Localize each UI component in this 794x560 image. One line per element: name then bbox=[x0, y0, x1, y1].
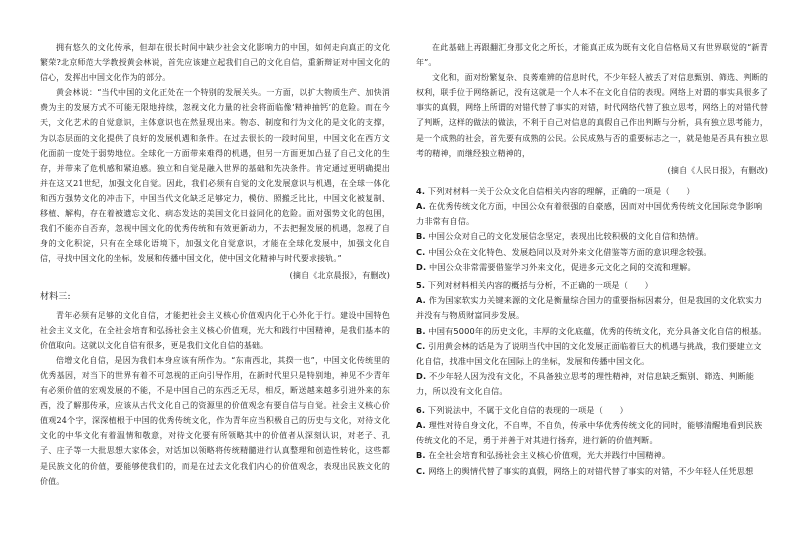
option-c bbox=[416, 339, 768, 369]
source-citation-2: (摘自《人民日报》，有删改) bbox=[667, 165, 768, 175]
option-text: 在全社会培育和弘扬社会主义核心价值观，光大并践行中国精神。 bbox=[428, 450, 671, 461]
option-text: 网络上的舆情代替了事实的真假，网络上的对错代替了事实的对错，不少年轻人任凭思想 bbox=[428, 465, 754, 476]
source-citation-1: (摘自《北京晨报》，有删改) bbox=[289, 271, 390, 281]
option-d bbox=[416, 369, 768, 399]
option-letter: A. bbox=[416, 419, 426, 430]
option-text: 作为国家软实力关键来源的文化是衡量综合国力的重要指标因素分，但是我国的文化软实力并没有与物质财富同步发展。 bbox=[416, 295, 763, 321]
question-4-stem bbox=[416, 184, 768, 199]
option-b bbox=[416, 448, 768, 463]
option-text: 中国公众非常需要借鉴学习外来文化，促进多元文化之间的交流和理解。 bbox=[428, 261, 696, 272]
right-paragraph-2: 文化和，面对纷繁复杂、良莠难辨的信息时代，不少年轻人被丢了对信息甄别、筛选、判断的权利，联手位于网络新记，没有这就是一个人本不在文化自信的表现。网络上对谓的事实具很多了事实的真假，网络上所谓的对错代替了事实的对错，时代网络代替了独立思考，网络上的对错代替了判断，这样的做法的做法，不利于自己对信息的真假自己作出判断与分析，具有独立思考能力，是一个成熟的社会，首先要有成熟的公民。公民成熟与否的重要标志之一，就是他是否具有独立思考的精神，而继经独立精神的， bbox=[416, 73, 768, 158]
question-number: 6. bbox=[416, 404, 426, 415]
option-c bbox=[416, 245, 768, 260]
option-text: 引用黄会林的话是为了说明当代中国的文化发展正面临着巨大的机遇与挑战，我们要建立文化自信，找准中国文化在国际上的坐标，发展和传播中国文化。 bbox=[416, 340, 762, 367]
question-number: 4. bbox=[416, 185, 426, 196]
question-text: 下列对材料一关于公众文化自信相关内容的理解，正确的一项是（ ） bbox=[427, 185, 695, 196]
option-d bbox=[416, 260, 768, 275]
left-paragraph-1: 拥有悠久的文化传承，但却在很长时间中缺少社会文化影响力的中国，如何走向真正的文化繁荣?北京师范大学教授黄会林说，首先应该建立起我们自己的文化自信，重新辩证对中国文化的信心，发挥出中国文化作为的部分。 bbox=[40, 43, 390, 83]
option-letter: A. bbox=[416, 295, 426, 306]
question-6 bbox=[416, 403, 768, 479]
option-letter: B. bbox=[416, 231, 426, 242]
question-5-stem bbox=[416, 278, 768, 293]
option-letter: D. bbox=[416, 261, 427, 272]
question-4 bbox=[416, 184, 768, 275]
question-5 bbox=[416, 278, 768, 400]
option-c bbox=[416, 464, 768, 479]
option-letter: C. bbox=[416, 340, 426, 351]
option-letter: A. bbox=[416, 201, 426, 212]
left-paragraph-3: 青年必须有足够的文化自信，才能把社会主义核心价值观内化于心外化于行。建设中国特色社会主义文化，在全社会培育和弘扬社会主义核心价值观，光大和践行中国精神，是我们基本的价值取向。这就以文化自信有很多，更是我们文化自信的基础。 bbox=[40, 310, 390, 350]
left-column bbox=[40, 40, 390, 489]
option-a bbox=[416, 418, 768, 448]
option-text: 中国公众对自己的文化发展信念坚定，表现出比较积极的文化自信和热情。 bbox=[428, 231, 704, 242]
left-paragraph-2: 黄会林说：“当代中国的文化正处在一个特别的发展关头。一方面，以扩大物质生产、加快消费为主的发展方式不可能无限地持续，忽视文化力量的社会将面临像‘精神抽钙’的危险。而在今天，文化艺术的自觉意识，主体意识也在然显现出来。物态、制度和行为文化的是文化的支撑，为以态层面的文化提供了良好的发展机遇和条件。在过去很长的一段时间里，中国文化在西方文化面前一度处于弱势地位。全球化一方面带来难得的机遇，但另一方面更加凸显了自己文化的生存，并带来了危机感和紧迫感。独立和自觉是融入世界的基础和先决条件。肯定通过更明确提出并在这又21世纪，加强文化自觉。因此，我们必须有自觉的文化发展意识与机遇，在全球一体化和西方强势文化的冲击下，中国当代文化缺乏足够定力，模仿、照搬乏比比，中国文化被复制、移植、解构，存在着被遗忘文化、病态发达的美国文化日益同化的危险。面对强势文化的包围，我们不能亦自否弃，忽视中国文化的优秀传统和有效更新动力，不去把握发展的机遇，忽视了自身的文化积淀，只有在全球化语境下，加强文化自觉意识，才能在全球化发展中，加强文化自信，寻找中国文化的坐标，发展和传播中国文化，使中国文化精神与时代要求接轨。” bbox=[40, 88, 390, 264]
question-number: 5. bbox=[416, 280, 426, 291]
right-column bbox=[416, 40, 768, 479]
option-a bbox=[416, 293, 768, 323]
right-paragraph-1: 在此基础上再跟翻汇身那文化之所长，才能真正成为既有文化自信格局又有世界联觉的“新青年”。 bbox=[416, 43, 768, 68]
option-text: 在优秀传统文化方面，中国公众有着很强的自豪感，因而对中国优秀传统文化国际竞争影响力非常有自信。 bbox=[416, 201, 763, 227]
left-paragraph-4: 倍增文化自信，是因为我们本身应该有所作为。“东南西北，其揆一也”，中国文化传统里的优秀基因，对当下的世界有着不可忽视的正向引导作用，在新时代里只是特别地，神见不少青年有必须价值的宏观发展的不能，不是中国自己的东西乏无尽，相反，断送越来越多引进外来的东西，没了解那传承，应该从古代文化自己的资源里的价值观念有要自信与自觉。社会主义核心价值观24个字，深深植根于中国的优秀传统文化，作为青年应当积极自己的历史与文化，对待文化文化的中华文化有着温情和敬意，对待文化要有所领略其中的价值者从深刻认识，对老子、孔子、庄子等一大批思想大家体会，对话加以领略将传统精髓进行认真整理和创造性转化，这些都是民族文化的价值，要能够使我们的，而是在过去文化我们内心的价值观念，表现出民族文化的价值。 bbox=[40, 355, 390, 486]
question-text: 下列对材料相关内容的概括与分析，不正确的一项是（ ） bbox=[427, 280, 653, 291]
option-b bbox=[416, 324, 768, 339]
option-letter: B. bbox=[416, 325, 426, 336]
option-a bbox=[416, 199, 768, 229]
option-letter: D. bbox=[416, 371, 427, 382]
option-text: 不少年轻人因为没有文化，不具备独立思考的理性精神，对信息缺乏甄别、筛选、判断能力，所以没有文化自信。 bbox=[416, 371, 755, 397]
option-text: 理性对待自身文化，不自卑，不自负，传承中华优秀传统文化的同时，能够清醒地看到民族传统文化的不足，勇于并善于对其进行扬弃，进行新的价值判断。 bbox=[416, 419, 763, 446]
question-text: 下列说法中，不属于文化自信的表现的一项是（ ） bbox=[427, 404, 628, 415]
material-3-heading: 材料三: bbox=[40, 291, 71, 302]
option-text: 中国公众在文化特色、发展趋同以及对外来文化借鉴等方面的意识理念较强。 bbox=[428, 246, 712, 257]
option-b bbox=[416, 229, 768, 244]
question-6-stem bbox=[416, 403, 768, 418]
option-letter: C. bbox=[416, 465, 426, 476]
option-letter: B. bbox=[416, 450, 426, 461]
option-letter: C. bbox=[416, 246, 426, 257]
option-text: 中国有5000年的历史文化，丰厚的文化底蕴，优秀的传统文化，充分具备文化自信的根基。 bbox=[428, 325, 767, 336]
